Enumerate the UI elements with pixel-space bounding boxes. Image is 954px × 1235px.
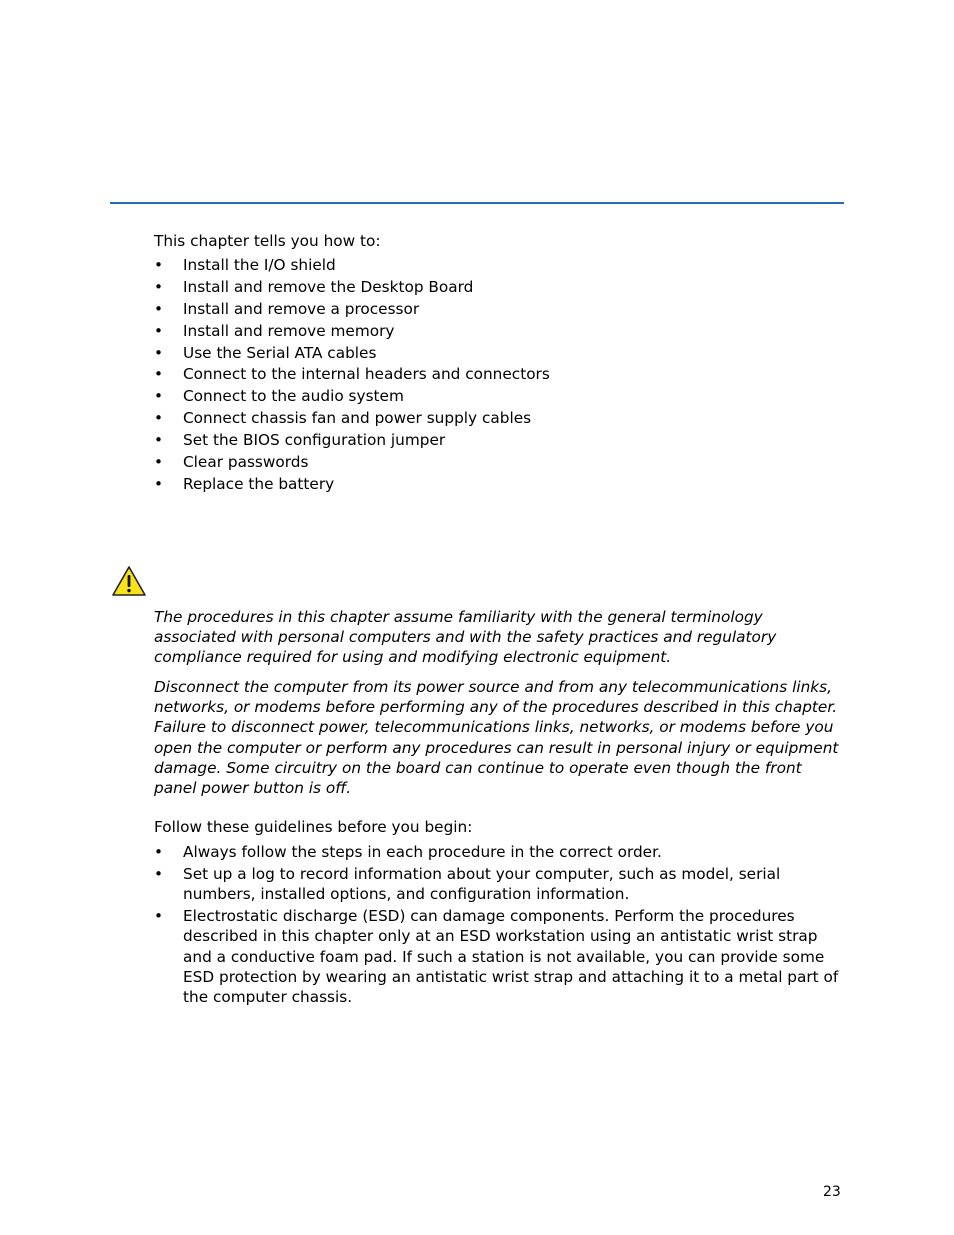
chapter-intro: This chapter tells you how to: [154,232,381,250]
list-item: • Electrostatic discharge (ESD) can damage components. Perform the procedures described in this chapter only at an ESD workstation using an antistatic wrist strap and a conductive foam pad. If such a station is not available, you can provide some ESD protection by wearing an antistatic wrist strap and attaching it to a metal part of the computer chassis. [154,906,844,1007]
chapter-heading-rule [110,202,844,204]
list-item: • Always follow the steps in each procedure in the correct order. [154,842,844,862]
list-item: • Connect to the audio system [154,386,844,406]
list-item: • Set up a log to record information about your computer, such as model, serial numbers, installed options, and configuration information. [154,864,844,904]
guidelines-intro: Follow these guidelines before you begin: [154,818,473,836]
list-item: • Replace the battery [154,474,844,494]
caution-paragraph: Disconnect the computer from its power source and from any telecommunications links, networks, or modems before performing any of the procedures described in this chapter. Failure to disconnect power, telecommunications links, networks, or modems before you open the computer or perform any procedures can result in personal injury or equipment damage. Some circuitry on the board can continue to operate even though the front panel power button is off. [154,678,839,798]
caution-paragraph: The procedures in this chapter assume familiarity with the general terminology associated with personal computers and with the safety practices and regulatory compliance required for using and modifying electronic equipment. [154,608,777,667]
list-item: • Connect chassis fan and power supply cables [154,408,844,428]
caution-triangle-icon [111,565,147,597]
list-item: • Install and remove the Desktop Board [154,277,844,297]
page-number: 23 [823,1184,841,1200]
list-item: • Connect to the internal headers and connectors [154,364,844,384]
list-item: • Use the Serial ATA cables [154,343,844,363]
list-item: • Install the I/O shield [154,255,844,275]
list-item: • Clear passwords [154,452,844,472]
list-item: • Install and remove memory [154,321,844,341]
guidelines-list [154,842,844,1009]
list-item: • Install and remove a processor [154,299,844,319]
chapter-topics-list [154,255,844,496]
list-item: • Set the BIOS configuration jumper [154,430,844,450]
